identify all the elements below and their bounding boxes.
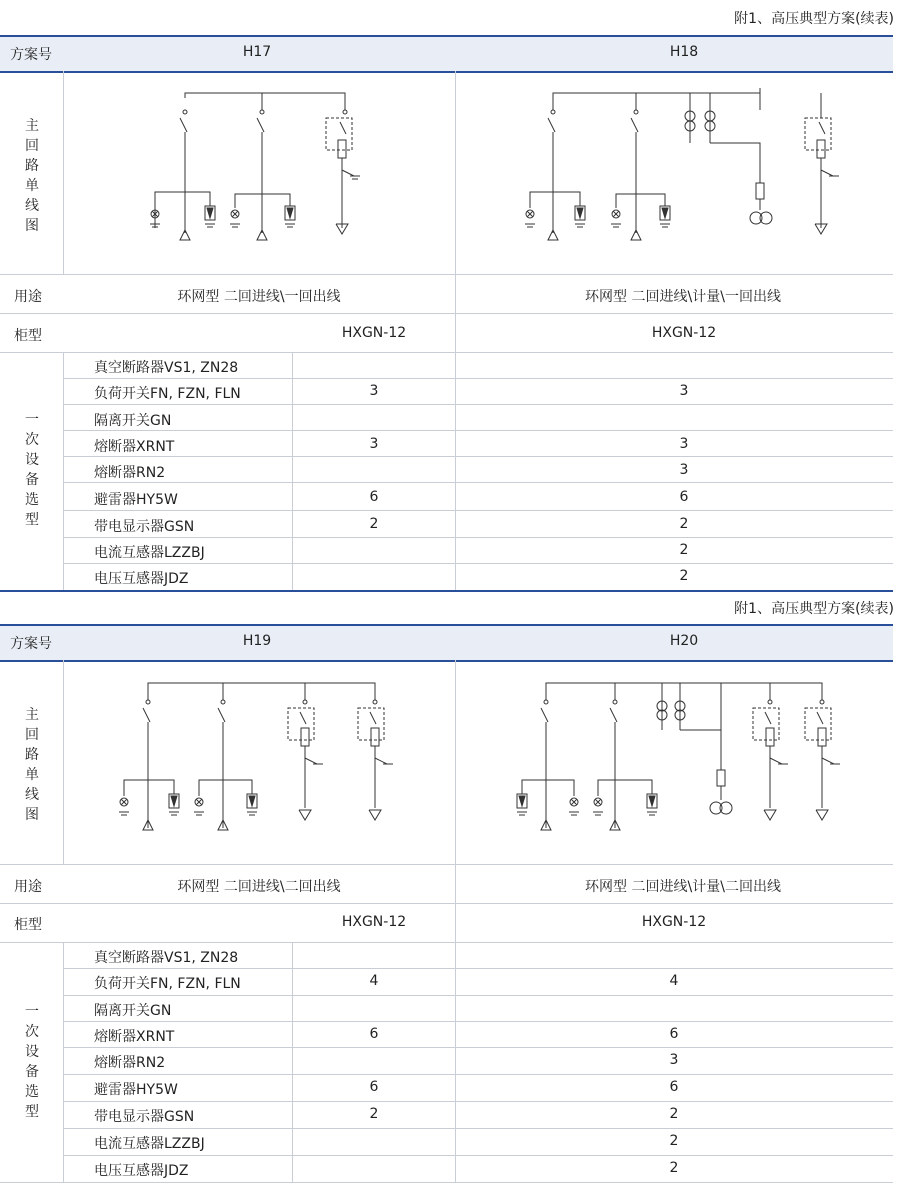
table-caption: 附1、高压典型方案(续表) — [734, 11, 894, 27]
scheme-header-row — [0, 624, 893, 662]
usage-label: 用途 — [14, 289, 42, 305]
left-usage: 环网型 二回进线\二回出线 — [177, 879, 341, 895]
table-row: 熔断器XRNT — [94, 1029, 175, 1045]
table-row: 负荷开关FN, FZN, FLN — [94, 976, 241, 992]
table-row: 避雷器HY5W — [94, 492, 178, 508]
right-usage: 环网型 二回进线\计量\二回出线 — [585, 879, 781, 895]
h19-single-line-diagram — [110, 678, 400, 843]
left-scheme-id: H19 — [242, 633, 272, 649]
h18-single-line-diagram — [520, 88, 840, 253]
table-row: 避雷器HY5W — [94, 1082, 178, 1098]
scheme-header-row — [0, 35, 893, 73]
table-caption: 附1、高压典型方案(续表) — [734, 601, 894, 617]
left-cabinet: HXGN-12 — [341, 914, 407, 930]
h17-single-line-diagram — [140, 88, 370, 253]
cabinet-label: 柜型 — [14, 328, 42, 344]
right-scheme-id: H18 — [669, 44, 699, 60]
diagram-label: 主 回 路 单 线 图 — [25, 707, 39, 823]
table-row: 带电显示器GSN — [94, 519, 195, 535]
table-row: 隔离开关GN — [94, 413, 172, 429]
scheme-label: 方案号 — [10, 47, 52, 63]
right-scheme-id: H20 — [669, 633, 699, 649]
h20-single-line-diagram — [512, 678, 847, 843]
table-row: 熔断器XRNT — [94, 439, 175, 455]
left-cabinet: HXGN-12 — [341, 325, 407, 341]
diagram-label: 主 回 路 单 线 图 — [25, 118, 39, 234]
table-row: 电压互感器JDZ — [94, 1163, 189, 1179]
table-row: 电压互感器JDZ — [94, 571, 189, 587]
table-row: 电流互感器LZZBJ — [94, 1136, 205, 1152]
table-row: 电流互感器LZZBJ — [94, 545, 205, 561]
table-row: 真空断路器VS1, ZN28 — [94, 950, 239, 966]
table-row: 隔离开关GN — [94, 1003, 172, 1019]
usage-label: 用途 — [14, 879, 42, 895]
left-scheme-id: H17 — [242, 44, 272, 60]
table-row: 负荷开关FN, FZN, FLN — [94, 386, 241, 402]
right-cabinet: HXGN-12 — [651, 325, 717, 341]
table-row: 熔断器RN2 — [94, 465, 166, 481]
left-usage: 环网型 二回进线\一回出线 — [177, 289, 341, 305]
equipment-label: 一 次 设 备 选 型 — [25, 1004, 39, 1120]
table-row: 真空断路器VS1, ZN28 — [94, 360, 239, 376]
right-cabinet: HXGN-12 — [641, 914, 707, 930]
scheme-label: 方案号 — [10, 636, 52, 652]
right-usage: 环网型 二回进线\计量\一回出线 — [585, 289, 781, 305]
table-row: 带电显示器GSN — [94, 1109, 195, 1125]
equipment-label: 一 次 设 备 选 型 — [25, 412, 39, 528]
table-row: 熔断器RN2 — [94, 1055, 166, 1071]
cabinet-label: 柜型 — [14, 917, 42, 933]
